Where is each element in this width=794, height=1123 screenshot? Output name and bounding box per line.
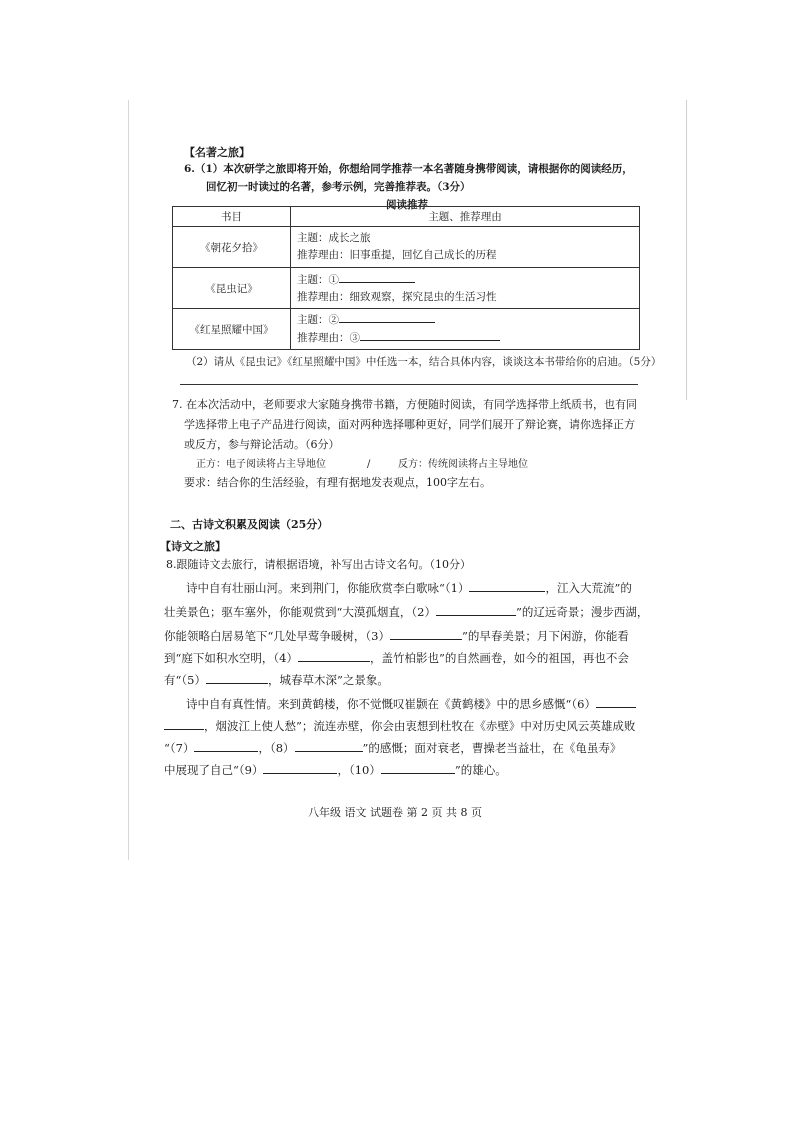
answer-blank[interactable] bbox=[360, 329, 500, 341]
answer-blank[interactable] bbox=[339, 271, 415, 283]
question-6-intro: 回忆初一时读过的名著，参考示例，完善推荐表。（3分） bbox=[206, 181, 471, 193]
table-row bbox=[173, 268, 640, 309]
separator: / bbox=[367, 459, 371, 470]
answer-blank[interactable] bbox=[339, 311, 435, 323]
poem-line: “（7） ，（8） ”的感慨；面对衰老，曹操老当益壮，在《龟虽寿》 bbox=[164, 741, 622, 755]
answer-blank[interactable] bbox=[436, 604, 516, 616]
answer-blank[interactable] bbox=[390, 628, 462, 640]
answer-blank[interactable] bbox=[295, 740, 363, 752]
reason-text: 推荐理由：细致观察，探究昆虫的生活习性 bbox=[297, 290, 497, 303]
scan-edge bbox=[686, 100, 687, 400]
answer-blank[interactable] bbox=[206, 672, 268, 684]
poem-line: 中展现了自己“（9） ，（10） ”的雄心。 bbox=[164, 763, 507, 777]
con-side: 反方：传统阅读将占主导地位 bbox=[398, 459, 528, 470]
section-heading: 【名著之旅】 bbox=[184, 146, 250, 159]
answer-blank[interactable] bbox=[381, 762, 455, 774]
book-title: 《红星照耀中国》 bbox=[173, 309, 291, 350]
page-footer: 八年级 语文 试题卷 第 2 页 共 8 页 bbox=[308, 806, 482, 819]
answer-blank[interactable] bbox=[164, 718, 204, 730]
question-6-intro: 6.（1）本次研学之旅即将开始，你想给同学推荐一本名著随身携带阅读，请根据你的阅读经历， bbox=[184, 163, 633, 175]
question-7-requirement: 要求：结合你的生活经验，有理有据地发表观点，100字左右。 bbox=[184, 476, 491, 489]
table-header: 书目 bbox=[173, 207, 291, 227]
question-7: 7. 在本次活动中，老师要求大家随身携带书籍，方便随时阅读，有同学选择带上纸质书，也有同 bbox=[172, 398, 637, 411]
section-title: 二、古诗文积累及阅读（25分） bbox=[170, 518, 329, 531]
answer-blank[interactable] bbox=[263, 762, 337, 774]
reason-text: 推荐理由：旧事重提，回忆自己成长的历程 bbox=[297, 249, 497, 261]
blank-mark: ② bbox=[328, 314, 339, 326]
recommendation-table bbox=[172, 206, 640, 350]
theme-text: 主题：成长之旅 bbox=[297, 232, 371, 244]
question-7: 学选择带上电子产品进行阅读，面对两种选择哪种更好，同学们展开了辩论赛，请你选择正方 bbox=[184, 418, 635, 431]
blank-mark: ① bbox=[328, 273, 339, 286]
answer-blank[interactable] bbox=[469, 580, 545, 592]
reason-line bbox=[297, 329, 633, 347]
question-8-intro: 8.跟随诗文去旅行，请根据语境，补写出古诗文名句。（10分） bbox=[166, 558, 471, 571]
poem-line: 诗中自有真性情。来到黄鹤楼，你不觉慨叹崔颢在《黄鹤楼》中的思乡感慨“（6） bbox=[186, 696, 636, 711]
answer-blank[interactable] bbox=[298, 650, 370, 662]
poem-line: 壮美景色；驱车塞外，你能观赏到“大漠孤烟直，（2） ”的辽远奇景；漫步西湖， bbox=[164, 605, 649, 619]
table-header: 主题、推荐理由 bbox=[291, 207, 640, 227]
theme-label: 主题： bbox=[297, 314, 329, 326]
scan-edge bbox=[128, 100, 129, 860]
poem-line: ，烟波江上使人愁”；流连赤壁，你会由衷想到杜牧在《赤壁》中对历史风云英雄成败 bbox=[164, 718, 635, 733]
blank-mark: ③ bbox=[349, 332, 360, 344]
theme-line bbox=[297, 311, 633, 329]
table-header-row bbox=[173, 207, 640, 227]
table-row bbox=[173, 227, 640, 268]
theme-cell bbox=[291, 227, 640, 268]
poem-line: 诗中自有壮丽山河。来到荆门，你能欣赏李白歌咏“（1） ，江入大荒流”的 bbox=[186, 581, 632, 595]
theme-line bbox=[297, 271, 633, 289]
answer-blank[interactable] bbox=[194, 740, 258, 752]
poem-line: 有“（5） ，城春草木深”之景象。 bbox=[164, 673, 389, 687]
answer-line[interactable] bbox=[180, 384, 638, 385]
poem-line: 你能领略白居易笔下“几处早莺争暖树，（3） ”的早春美景；月下闲游，你能看 bbox=[164, 629, 629, 643]
answer-blank[interactable] bbox=[596, 696, 636, 708]
book-title: 《朝花夕拾》 bbox=[173, 227, 291, 268]
book-title: 《昆虫记》 bbox=[173, 268, 291, 309]
section-heading: 【诗文之旅】 bbox=[160, 540, 226, 553]
reason-label: 推荐理由： bbox=[297, 332, 350, 344]
table-row bbox=[173, 309, 640, 350]
theme-cell bbox=[291, 268, 640, 309]
pro-side: 正方：电子阅读将占主导地位 bbox=[196, 459, 326, 470]
question-6-2: （2）请从《昆虫记》《红星照耀中国》中任选一本，结合具体内容，谈谈这本书带给你的启迪。（5分） bbox=[186, 356, 662, 368]
theme-label: 主题： bbox=[297, 273, 329, 286]
table-caption: 阅读推荐 bbox=[386, 199, 428, 211]
theme-cell bbox=[291, 309, 640, 350]
question-7: 或反方，参与辩论活动。（6分） bbox=[184, 438, 340, 451]
poem-line: 到“庭下如积水空明，（4） ，盖竹柏影也”的自然画卷，如今的祖国，再也不会 bbox=[164, 651, 629, 665]
